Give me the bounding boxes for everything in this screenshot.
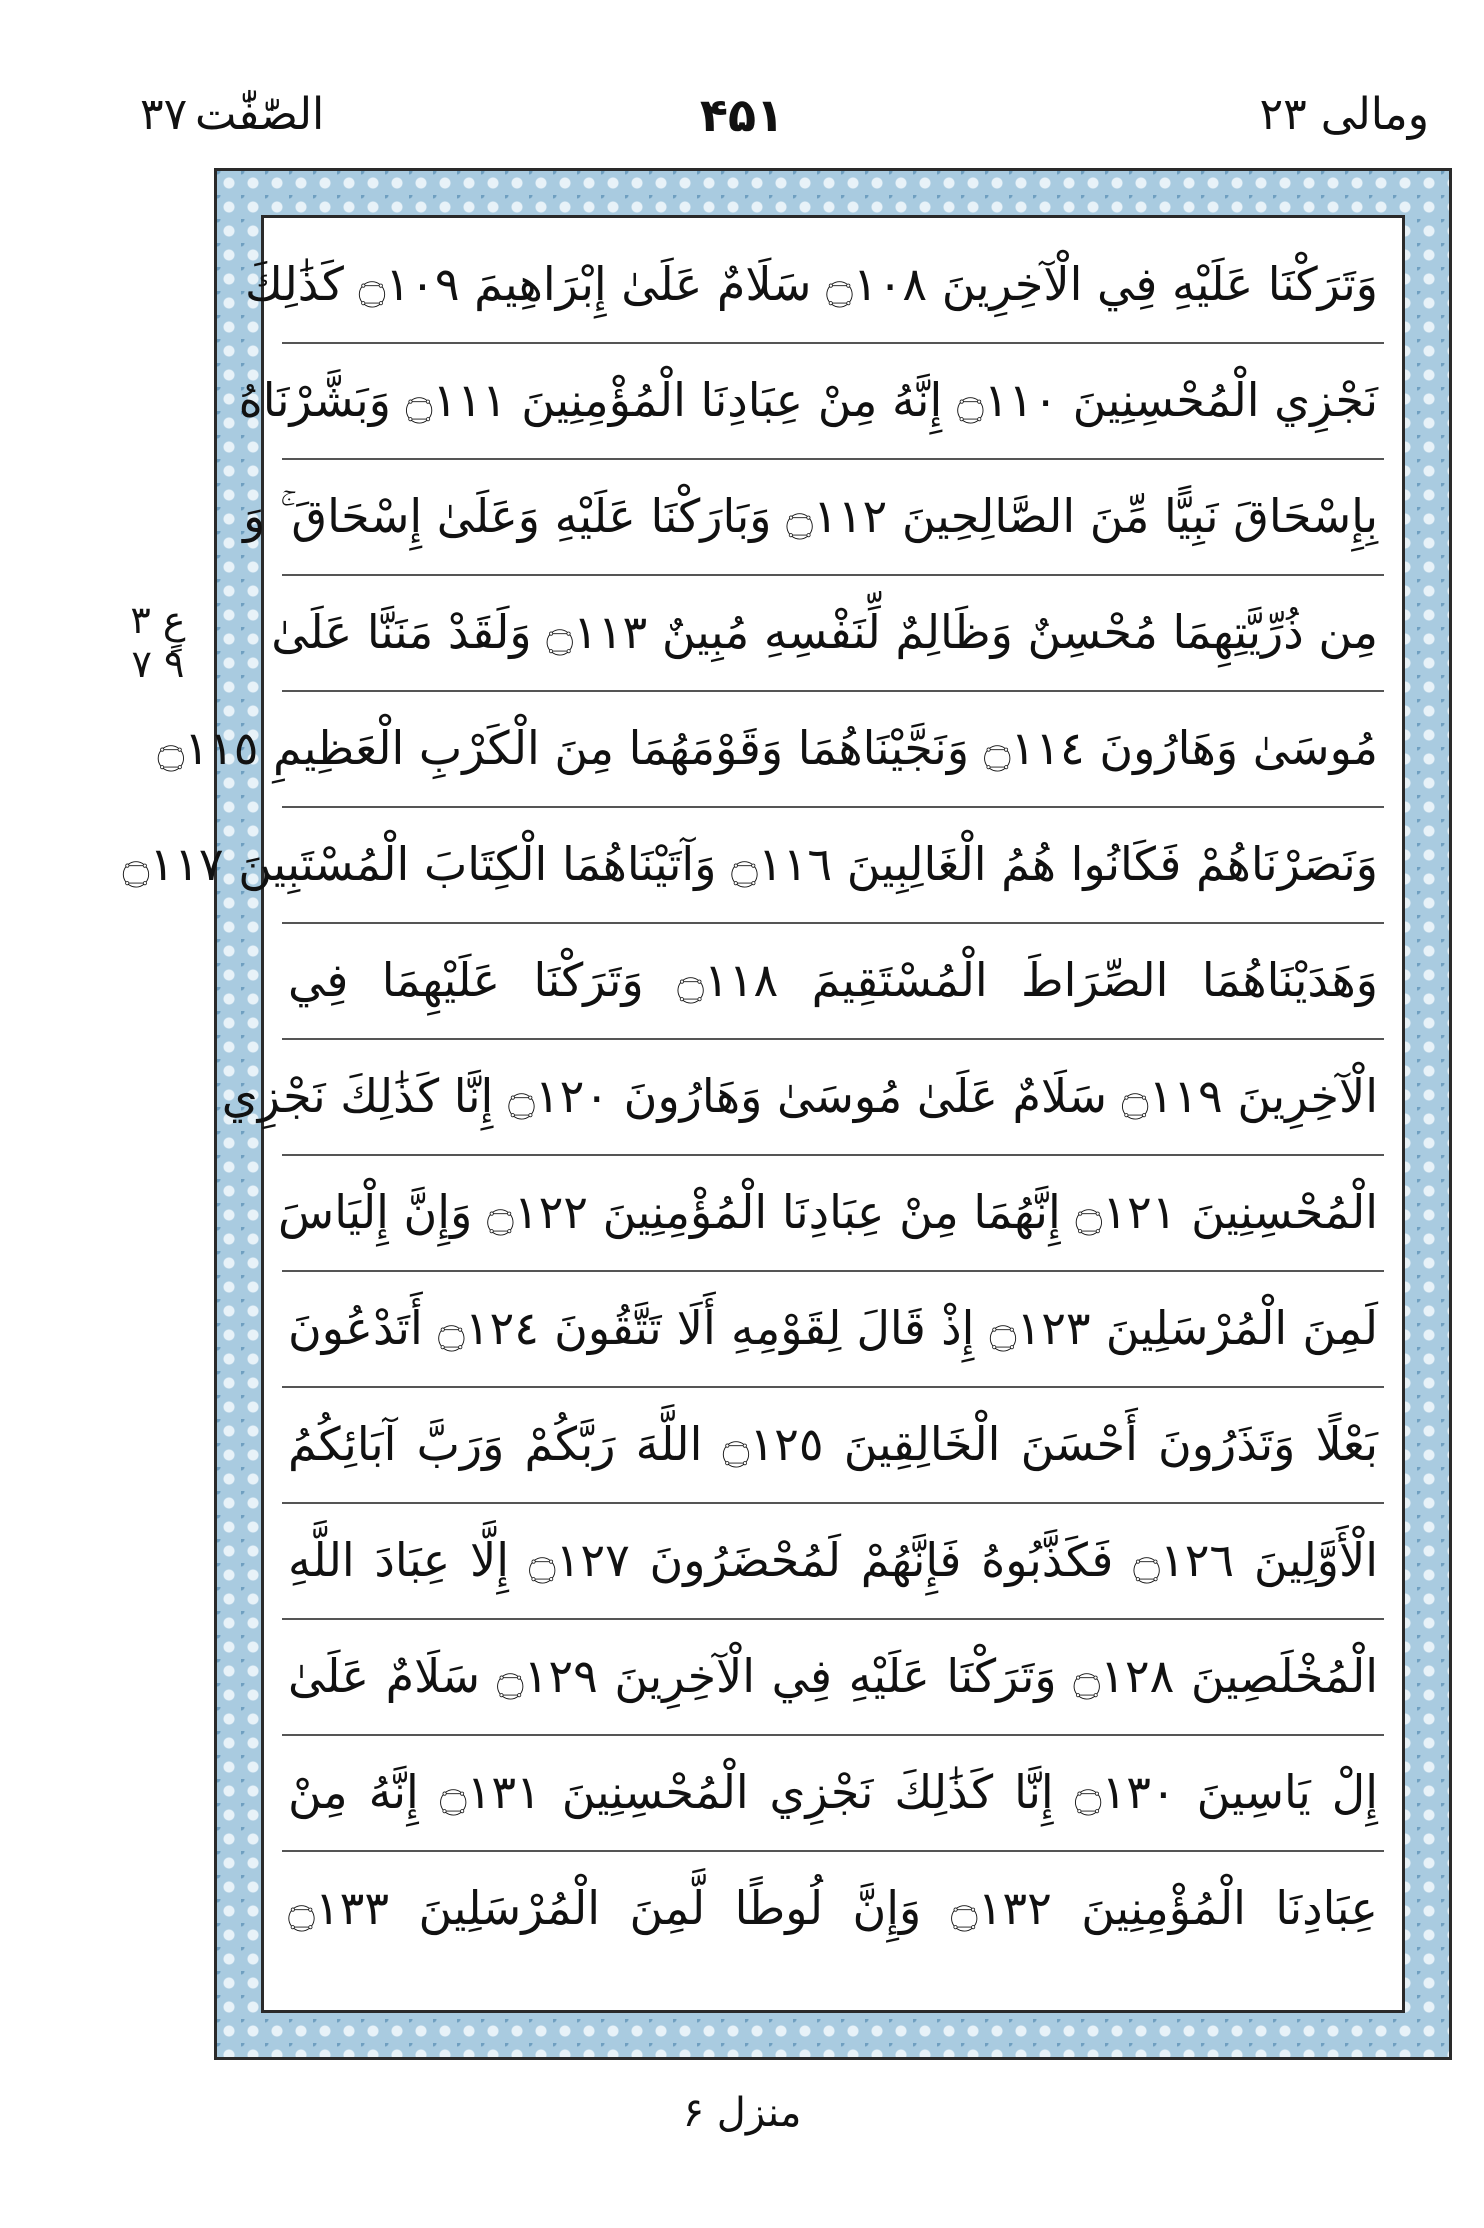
verse-line: الْأَوَّلِينَ ۝١٢٦ فَكَذَّبُوهُ فَإِنَّهُمْ لَمُحْضَرُونَ ۝١٢٧ إِلَّا عِبَادَ اللَّهِ (282, 1504, 1384, 1620)
verse-line: وَهَدَيْنَاهُمَا الصِّرَاطَ الْمُسْتَقِيمَ ۝١١٨ وَتَرَكْنَا عَلَيْهِمَا فِي (282, 924, 1384, 1040)
para-name: ومالی ۲۳ (1259, 89, 1429, 140)
manzil-footer: منزل ۶ (682, 2090, 802, 2136)
verse-line: وَتَرَكْنَا عَلَيْهِ فِي الْآخِرِينَ ۝١٠٨ سَلَامٌ عَلَىٰ إِبْرَاهِيمَ ۝١٠٩ كَذَٰلِكَ (282, 228, 1384, 344)
verse-line: نَجْزِي الْمُحْسِنِينَ ۝١١٠ إِنَّهُ مِنْ عِبَادِنَا الْمُؤْمِنِينَ ۝١١١ وَبَشَّرْنَاهُ (282, 344, 1384, 460)
verse-line: مُوسَىٰ وَهَارُونَ ۝١١٤ وَنَجَّيْنَاهُمَا وَقَوْمَهُمَا مِنَ الْكَرْبِ الْعَظِيمِ ۝١١٥ (282, 692, 1384, 808)
verse-line: مِن ذُرِّيَّتِهِمَا مُحْسِنٌ وَظَالِمٌ لِّنَفْسِهِ مُبِينٌ ۝١١٣ وَلَقَدْ مَنَنَّا عَلَىٰ (282, 576, 1384, 692)
verse-line: لَمِنَ الْمُرْسَلِينَ ۝١٢٣ إِذْ قَالَ لِقَوْمِهِ أَلَا تَتَّقُونَ ۝١٢٤ أَتَدْعُونَ (282, 1272, 1384, 1388)
verse-line: بِإِسْحَاقَ نَبِيًّا مِّنَ الصَّالِحِينَ ۝١١٢ وَبَارَكْنَا عَلَيْهِ وَعَلَىٰ إِسْحَاقَ ۚ وَ (282, 460, 1384, 576)
verse-line: الْمُخْلَصِينَ ۝١٢٨ وَتَرَكْنَا عَلَيْهِ فِي الْآخِرِينَ ۝١٢٩ سَلَامٌ عَلَىٰ (282, 1620, 1384, 1736)
verse-line: الْآخِرِينَ ۝١١٩ سَلَامٌ عَلَىٰ مُوسَىٰ وَهَارُونَ ۝١٢٠ إِنَّا كَذَٰلِكَ نَجْزِي (282, 1040, 1384, 1156)
page-header (0, 85, 1484, 155)
verse-line: وَنَصَرْنَاهُمْ فَكَانُوا هُمُ الْغَالِبِينَ ۝١١٦ وَآتَيْنَاهُمَا الْكِتَابَ الْمُسْتَبِينَ ۝١١٧ (282, 808, 1384, 924)
surah-number: ۳۷ (140, 89, 188, 140)
surah-name: الصّٰفّٰت (195, 89, 325, 140)
verse-line: الْمُحْسِنِينَ ۝١٢١ إِنَّهُمَا مِنْ عِبَادِنَا الْمُؤْمِنِينَ ۝١٢٢ وَإِنَّ إِلْيَاسَ (282, 1156, 1384, 1272)
verse-line: إِلْ يَاسِينَ ۝١٣٠ إِنَّا كَذَٰلِكَ نَجْزِي الْمُحْسِنِينَ ۝١٣١ إِنَّهُ مِنْ (282, 1736, 1384, 1852)
page-number: ۴۵۱ (699, 88, 785, 142)
verse-line: بَعْلًا وَتَذَرُونَ أَحْسَنَ الْخَالِقِينَ ۝١٢٥ اللَّهَ رَبَّكُمْ وَرَبَّ آبَائِكُمُ (282, 1388, 1384, 1504)
ruku-marker: عٍ ٣ ٩ ٧ (130, 598, 186, 686)
verse-line: عِبَادِنَا الْمُؤْمِنِينَ ۝١٣٢ وَإِنَّ لُوطًا لَّمِنَ الْمُرْسَلِينَ ۝١٣٣ (288, 1881, 1378, 1935)
